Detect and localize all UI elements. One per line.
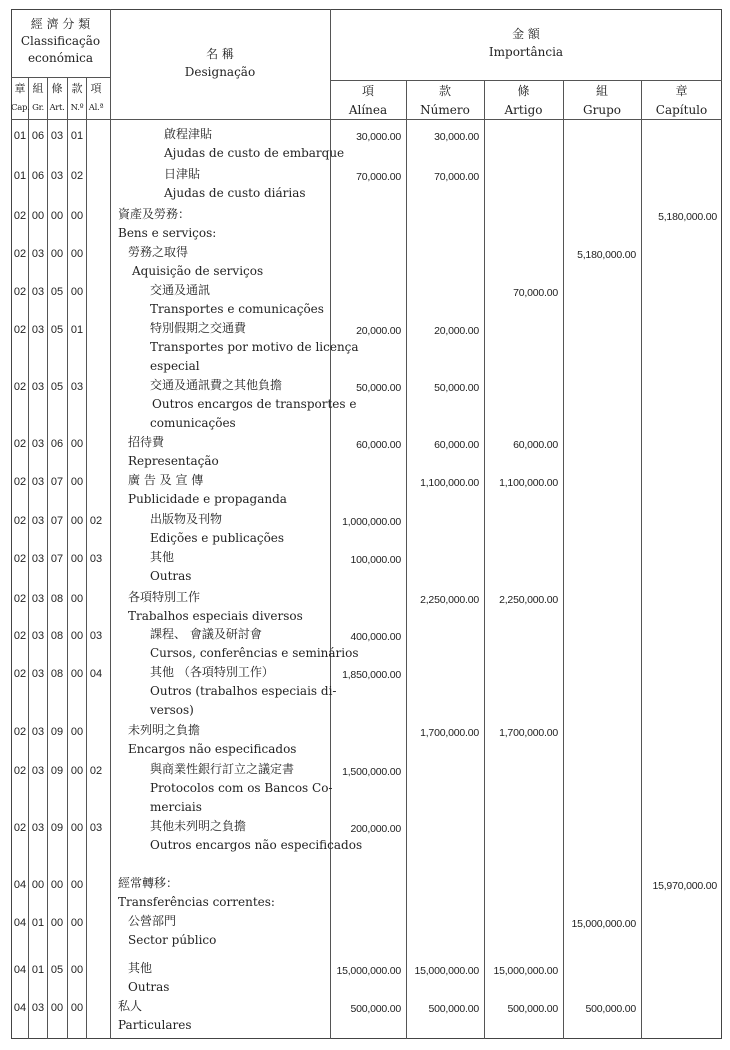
code-cell: 00: [50, 879, 64, 891]
code-cell: 03: [31, 726, 45, 738]
designation-text: comunicações: [150, 416, 236, 430]
code-cell: 06: [50, 438, 64, 450]
designation-text: 招待費: [128, 435, 165, 449]
designation-text: Cursos, conferências e seminários: [150, 646, 359, 660]
amount-col-zh: 條: [517, 84, 530, 98]
code-cell: 00: [70, 964, 84, 976]
code-cell: 00: [70, 286, 84, 298]
econ-class-zh: 經 濟 分 類: [30, 17, 91, 31]
code-cell: 07: [50, 553, 64, 565]
econ-class-pt: Classificação: [20, 34, 101, 48]
code-cell: 02: [13, 553, 27, 565]
amount-col-zh: 組: [595, 84, 608, 98]
designation-text: 私人: [118, 999, 143, 1013]
amount-cell: 2,250,000.00: [420, 594, 479, 606]
code-cell: 03: [31, 324, 45, 336]
designation-text: 交通及通訊: [150, 283, 211, 297]
code-cell: 00: [70, 726, 84, 738]
designation-text: 未列明之負擔: [128, 723, 201, 737]
code-cell: 02: [13, 248, 27, 260]
amount-cell: 1,100,000.00: [499, 477, 558, 489]
amount-cell: 200,000.00: [350, 823, 401, 835]
designation-text: 其他 （各項特別工作）: [150, 665, 274, 679]
amount-col-zh: 章: [675, 84, 688, 98]
code-header-zh: 條: [51, 82, 63, 95]
amount-cell: 1,700,000.00: [499, 727, 558, 739]
amount-col-pt: Alínea: [348, 103, 388, 117]
column-rule: [563, 80, 564, 1039]
code-cell: 06: [31, 130, 45, 142]
code-cell: 03: [31, 765, 45, 777]
code-cell: 03: [31, 381, 45, 393]
amount-cell: 15,000,000.00: [414, 965, 479, 977]
designation-text: Outros encargos não especificados: [150, 838, 363, 852]
code-cell: 09: [50, 726, 64, 738]
amount-cell: 20,000.00: [356, 325, 401, 337]
code-cell: 00: [50, 917, 64, 929]
code-cell: 00: [70, 630, 84, 642]
designation-text: Representação: [128, 454, 219, 468]
designation-text: Transportes e comunicações: [150, 302, 324, 316]
code-cell: 00: [70, 210, 84, 222]
code-cell: 03: [31, 668, 45, 680]
amount-cell: 500,000.00: [350, 1003, 401, 1015]
amount-cell: 1,000,000.00: [342, 516, 401, 528]
designation-text: versos): [150, 703, 194, 717]
designation-text: 資產及勞務：: [118, 207, 191, 221]
designation-text: 日津貼: [164, 167, 201, 181]
designation-text: Publicidade e propaganda: [128, 492, 287, 506]
code-header-pt: Cap.: [11, 103, 30, 113]
econ-class-pt-2: económica: [27, 51, 94, 65]
designation-text: 與商業性銀行訂立之議定書: [150, 762, 295, 776]
code-cell: 03: [50, 130, 64, 142]
amount-col-zh: 項: [361, 84, 374, 98]
designation-text: 其他未列明之負擔: [150, 819, 247, 833]
designation-zh: 名 稱: [206, 47, 234, 61]
designation-text: 交通及通訊費之其他負擔: [150, 378, 283, 392]
code-cell: 03: [31, 822, 45, 834]
amount-cell: 60,000.00: [513, 439, 558, 451]
code-cell: 02: [13, 286, 27, 298]
code-cell: 01: [31, 964, 45, 976]
code-cell: 02: [13, 765, 27, 777]
designation-text: 其他: [128, 961, 153, 975]
code-cell: 03: [31, 438, 45, 450]
designation-text: Trabalhos especiais diversos: [128, 609, 303, 623]
code-cell: 02: [13, 726, 27, 738]
code-cell: 02: [13, 438, 27, 450]
amount-cell: 70,000.00: [356, 171, 401, 183]
code-cell: 00: [31, 210, 45, 222]
code-cell: 04: [13, 1002, 27, 1014]
amount-cell: 500,000.00: [507, 1003, 558, 1015]
amount-cell: 1,700,000.00: [420, 727, 479, 739]
designation-text: 特別假期之交通費: [150, 321, 247, 335]
code-cell: 00: [70, 593, 84, 605]
code-cell: 03: [31, 248, 45, 260]
amount-cell: 100,000.00: [350, 554, 401, 566]
amount-cell: 20,000.00: [434, 325, 479, 337]
designation-text: Encargos não especificados: [128, 742, 297, 756]
code-cell: 03: [31, 286, 45, 298]
code-cell: 02: [13, 210, 27, 222]
amount-cell: 50,000.00: [434, 382, 479, 394]
row-rule: [11, 77, 110, 78]
designation-text: 課程、 會議及研討會: [150, 627, 262, 641]
amount-col-zh: 款: [438, 84, 451, 98]
designation-text: 廣 告 及 宣 傳: [128, 473, 204, 487]
code-cell: 02: [13, 324, 27, 336]
code-cell: 02: [89, 515, 103, 527]
code-cell: 07: [50, 515, 64, 527]
row-rule: [330, 80, 722, 81]
code-cell: 02: [13, 381, 27, 393]
amount-col-pt: Capítulo: [655, 103, 708, 117]
amount-cell: 1,500,000.00: [342, 766, 401, 778]
designation-text: Outras: [150, 569, 192, 583]
code-cell: 04: [89, 668, 103, 680]
designation-text: merciais: [150, 800, 202, 814]
designation-text: 啟程津貼: [164, 127, 213, 141]
code-cell: 03: [31, 1002, 45, 1014]
code-cell: 00: [50, 210, 64, 222]
code-cell: 00: [50, 248, 64, 260]
amount-cell: 15,000,000.00: [571, 918, 636, 930]
code-cell: 08: [50, 630, 64, 642]
code-cell: 03: [70, 381, 84, 393]
code-cell: 03: [89, 822, 103, 834]
designation-text: Outros (trabalhos especiais di-: [150, 684, 337, 698]
code-cell: 04: [13, 964, 27, 976]
code-cell: 02: [13, 593, 27, 605]
code-cell: 00: [70, 765, 84, 777]
code-cell: 00: [70, 668, 84, 680]
code-cell: 09: [50, 822, 64, 834]
amount-cell: 15,000,000.00: [493, 965, 558, 977]
code-cell: 03: [31, 553, 45, 565]
code-cell: 00: [70, 917, 84, 929]
designation-text: especial: [150, 359, 200, 373]
column-rule: [67, 77, 68, 1039]
code-cell: 03: [31, 476, 45, 488]
column-rule: [28, 77, 29, 1039]
code-cell: 01: [70, 130, 84, 142]
code-cell: 02: [13, 515, 27, 527]
code-cell: 03: [31, 515, 45, 527]
code-cell: 09: [50, 765, 64, 777]
code-cell: 02: [13, 476, 27, 488]
code-header-pt: Gr.: [32, 103, 44, 113]
code-cell: 00: [70, 553, 84, 565]
amount-cell: 60,000.00: [434, 439, 479, 451]
code-cell: 01: [13, 130, 27, 142]
code-header-zh: 項: [90, 82, 102, 95]
amount-cell: 500,000.00: [428, 1003, 479, 1015]
amount-cell: 2,250,000.00: [499, 594, 558, 606]
code-cell: 01: [13, 170, 27, 182]
designation-text: Outras: [128, 980, 170, 994]
amount-cell: 70,000.00: [513, 287, 558, 299]
code-cell: 05: [50, 324, 64, 336]
code-cell: 01: [70, 324, 84, 336]
code-cell: 03: [89, 630, 103, 642]
designation-text: 公營部門: [128, 914, 177, 928]
amount-zh: 金 額: [512, 27, 540, 41]
designation-pt: Designação: [184, 65, 256, 79]
code-cell: 04: [13, 879, 27, 891]
amount-cell: 1,850,000.00: [342, 669, 401, 681]
code-cell: 00: [70, 879, 84, 891]
designation-text: Particulares: [118, 1018, 192, 1032]
designation-text: 經常轉移：: [118, 876, 179, 890]
amount-col-pt: Grupo: [583, 103, 621, 117]
code-cell: 00: [50, 1002, 64, 1014]
code-cell: 00: [70, 515, 84, 527]
amount-cell: 1,100,000.00: [420, 477, 479, 489]
code-cell: 05: [50, 964, 64, 976]
code-cell: 01: [31, 917, 45, 929]
code-cell: 04: [13, 917, 27, 929]
code-cell: 02: [13, 822, 27, 834]
code-cell: 03: [31, 593, 45, 605]
designation-text: Ajudas de custo diárias: [164, 186, 306, 200]
designation-text: Edições e publicações: [150, 531, 285, 545]
code-header-pt: Al.ª: [88, 103, 104, 113]
designation-text: Protocolos com os Bancos Co-: [150, 781, 333, 795]
amount-cell: 500,000.00: [585, 1003, 636, 1015]
column-rule: [406, 80, 407, 1039]
code-cell: 03: [50, 170, 64, 182]
designation-text: Aquisição de serviços: [132, 264, 264, 278]
amount-cell: 5,180,000.00: [577, 249, 636, 261]
column-rule: [86, 77, 87, 1039]
column-rule: [47, 77, 48, 1039]
amount-cell: 70,000.00: [434, 171, 479, 183]
amount-cell: 30,000.00: [434, 131, 479, 143]
amount-cell: 30,000.00: [356, 131, 401, 143]
amount-cell: 5,180,000.00: [658, 211, 717, 223]
code-header-zh: 章: [14, 82, 26, 95]
designation-text: Bens e serviços:: [118, 226, 217, 240]
code-cell: 00: [70, 438, 84, 450]
code-cell: 00: [70, 476, 84, 488]
code-cell: 02: [13, 630, 27, 642]
amount-cell: 50,000.00: [356, 382, 401, 394]
designation-text: Sector público: [128, 933, 217, 947]
code-cell: 00: [31, 879, 45, 891]
code-cell: 06: [31, 170, 45, 182]
amount-pt: Importância: [488, 45, 564, 59]
code-cell: 00: [70, 822, 84, 834]
designation-text: Outros encargos de transportes e: [152, 397, 357, 411]
amount-cell: 400,000.00: [350, 631, 401, 643]
code-cell: 05: [50, 381, 64, 393]
amount-col-pt: Número: [420, 103, 470, 117]
code-cell: 03: [89, 553, 103, 565]
code-cell: 03: [31, 630, 45, 642]
designation-text: 勞務之取得: [128, 245, 189, 259]
code-header-zh: 款: [71, 82, 83, 95]
amount-cell: 15,000,000.00: [336, 965, 401, 977]
code-header-zh: 組: [32, 82, 44, 95]
row-rule: [11, 119, 722, 120]
amount-cell: 60,000.00: [356, 439, 401, 451]
designation-text: Ajudas de custo de embarque: [164, 146, 345, 160]
designation-text: 出版物及刊物: [150, 512, 223, 526]
code-cell: 08: [50, 668, 64, 680]
code-cell: 00: [70, 248, 84, 260]
code-cell: 02: [13, 668, 27, 680]
column-rule: [110, 9, 111, 1039]
code-cell: 02: [89, 765, 103, 777]
code-cell: 08: [50, 593, 64, 605]
code-header-pt: Art.: [49, 103, 65, 113]
designation-text: Transportes por motivo de licença: [150, 340, 359, 354]
code-cell: 05: [50, 286, 64, 298]
code-cell: 00: [70, 1002, 84, 1014]
designation-text: 其他: [150, 550, 175, 564]
amount-col-pt: Artigo: [504, 103, 543, 117]
designation-text: 各項特別工作: [128, 590, 201, 604]
designation-text: Transferências correntes:: [118, 895, 275, 909]
amount-cell: 15,970,000.00: [652, 880, 717, 892]
code-cell: 07: [50, 476, 64, 488]
code-header-pt: N.º: [70, 103, 84, 113]
code-cell: 02: [70, 170, 84, 182]
column-rule: [484, 80, 485, 1039]
